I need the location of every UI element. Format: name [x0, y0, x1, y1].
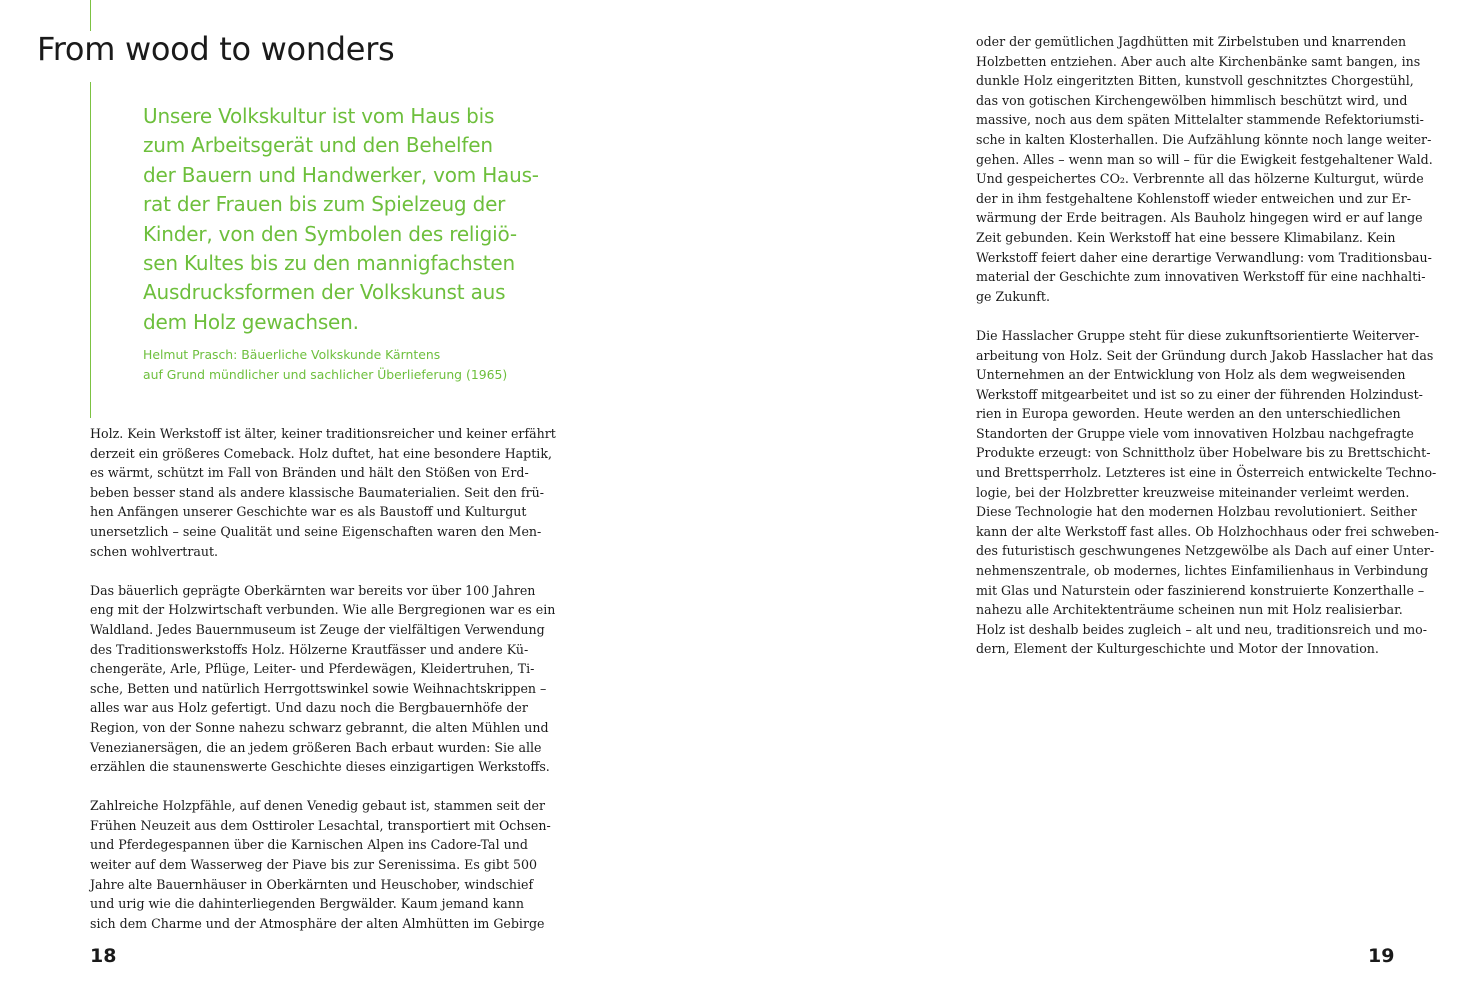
- body-line: derzeit ein größeres Comeback. Holz duftet, hat eine besondere Haptik,: [90, 445, 552, 461]
- page-number-right: 19: [1368, 945, 1395, 967]
- body-line: kann der alte Werkstoff fast alles. Ob Holzhochhaus oder frei schweben-: [976, 523, 1439, 539]
- page-number-left: 18: [90, 945, 117, 967]
- body-line: hen Anfängen unserer Geschichte war es als Baustoff und Kulturgut: [90, 504, 527, 520]
- body-line: Das bäuerlich geprägte Oberkärnten war bereits vor über 100 Jahren: [90, 582, 536, 598]
- body-line: Region, von der Sonne nahezu schwarz gebrannt, die alten Mühlen und: [90, 719, 549, 735]
- body-line: Zeit gebunden. Kein Werkstoff hat eine bessere Klimabilanz. Kein: [976, 229, 1396, 245]
- page-title: From wood to wonders: [37, 30, 395, 68]
- body-line: Holzbetten entziehen. Aber auch alte Kirchenbänke samt bangen, ins: [976, 53, 1421, 69]
- paragraph-gap: [976, 306, 1392, 326]
- quote-attribution-line: Helmut Prasch: Bäuerliche Volkskunde Kärntens: [143, 347, 441, 362]
- body-line: Zahlreiche Holzpfähle, auf denen Venedig gebaut ist, stammen seit der: [90, 798, 546, 814]
- body-line: Standorten der Gruppe viele vom innovativen Holzbau nachgefragte: [976, 425, 1414, 441]
- body-line: das von gotischen Kirchengewölben himmlisch beschützt wird, und: [976, 92, 1408, 108]
- body-line: dunkle Holz eingeritzten Bitten, kunstvoll geschnitztes Chorgestühl,: [976, 73, 1414, 89]
- quote-attribution: [143, 345, 523, 385]
- pull-quote-line: rat der Frauen bis zum Spielzeug der: [143, 192, 506, 217]
- body-line: eng mit der Holzwirtschaft verbunden. Wie alle Bergregionen war es ein: [90, 602, 556, 618]
- body-line: und Pferdegespannen über die Karnischen Alpen ins Cadore-Tal und: [90, 837, 528, 853]
- body-line: Die Hasslacher Gruppe steht für diese zukunftsorientierte Weiterver-: [976, 327, 1420, 343]
- body-line: massive, noch aus dem späten Mittelalter stammende Refektoriumsti-: [976, 112, 1424, 128]
- body-line: Produkte erzeugt: von Schnittholz über Hobelware bis zu Brettschicht-: [976, 445, 1431, 461]
- quote-attribution-line: auf Grund mündlicher und sachlicher Überlieferung (1965): [143, 367, 508, 382]
- body-line: alles war aus Holz gefertigt. Und dazu noch die Bergbauernhöfe der: [90, 700, 528, 716]
- body-line: Unternehmen an der Entwicklung von Holz als dem wegweisenden: [976, 367, 1406, 383]
- body-line: nehmenszentrale, ob modernes, lichtes Einfamilienhaus in Verbindung: [976, 563, 1429, 579]
- body-line: der in ihm festgehaltene Kohlenstoff wieder entweichen und zur Er-: [976, 190, 1411, 206]
- body-line: rien in Europa geworden. Heute werden an den unterschiedlichen: [976, 406, 1401, 422]
- body-line: Werkstoff mitgearbeitet und ist so zu einer der führenden Holzindust-: [976, 386, 1423, 402]
- left-body-column: [90, 424, 556, 933]
- body-line: oder der gemütlichen Jagdhütten mit Zirbelstuben und knarrenden: [976, 34, 1407, 49]
- body-paragraph: [90, 796, 551, 933]
- body-paragraph: [90, 424, 556, 561]
- pull-quote-line: Unsere Volkskultur ist vom Haus bis: [143, 104, 495, 128]
- body-line: Jahre alte Bauernhäuser in Oberkärnten und Heuschober, windschief: [90, 876, 534, 892]
- body-line: wärmung der Erde beitragen. Als Bauholz hingegen wird er auf lange: [976, 210, 1423, 226]
- right-body-column: [976, 32, 1439, 659]
- pull-quote-line: sen Kultes bis zu den mannigfachsten: [143, 251, 515, 276]
- body-line: dern, Element der Kulturgeschichte und Motor der Innovation.: [976, 641, 1379, 657]
- body-line: Diese Technologie hat den modernen Holzbau revolutioniert. Seither: [976, 504, 1417, 520]
- body-line: schen wohlvertraut.: [90, 543, 219, 559]
- body-line: es wärmt, schützt im Fall von Bränden und hält den Stößen von Erd-: [90, 465, 529, 481]
- body-line: des futuristisch geschwungenes Netzgewölbe als Dach auf einer Unter-: [976, 543, 1435, 559]
- pull-quote: [143, 102, 539, 337]
- body-paragraph: [976, 32, 1433, 306]
- body-line: chengeräte, Arle, Pflüge, Leiter- und Pferdewägen, Kleidertruhen, Ti-: [90, 661, 535, 677]
- pull-quote-line: Kinder, von den Symbolen des religiö-: [143, 221, 517, 246]
- pull-quote-line: dem Holz gewachsen.: [143, 309, 359, 334]
- body-line: unersetzlich – seine Qualität und seine Eigenschaften waren den Men-: [90, 523, 542, 539]
- body-paragraph: [90, 581, 556, 777]
- body-line: sche, Betten und natürlich Herrgottswinkel sowie Weihnachtskrippen –: [90, 680, 547, 696]
- pull-quote-line: zum Arbeitsgerät und den Behelfen: [143, 133, 493, 158]
- body-line: sche in kalten Klosterhallen. Die Aufzählung könnte noch lange weiter-: [976, 131, 1432, 147]
- body-line: Waldland. Jedes Bauernmuseum ist Zeuge der vielfältigen Verwendung: [90, 621, 545, 637]
- body-line: mit Glas und Naturstein oder faszinierend konstruierte Konzerthalle –: [976, 582, 1425, 598]
- body-line: weiter auf dem Wasserweg der Piave bis zur Serenissima. Es gibt 500: [90, 857, 538, 873]
- body-line: des Traditionswerkstoffs Holz. Hölzerne Krautfässer und andere Kü-: [90, 641, 529, 657]
- body-line: beben besser stand als andere klassische Baumaterialien. Seit den frü-: [90, 484, 544, 500]
- body-line: und urig wie die dahinterliegenden Bergwälder. Kaum jemand kann: [90, 896, 525, 912]
- paragraph-gap: [90, 561, 506, 581]
- body-line: ge Zukunft.: [976, 288, 1050, 304]
- body-line: Venezianersägen, die an jedem größeren Bach erbaut wurden: Sie alle: [90, 739, 542, 755]
- quote-accent-rule: [90, 82, 91, 418]
- body-line: sich dem Charme und der Atmosphäre der alten Almhütten im Gebirge: [90, 915, 545, 931]
- body-line: Frühen Neuzeit aus dem Osttiroler Lesachtal, transportiert mit Ochsen-: [90, 817, 551, 833]
- body-line: Holz ist deshalb beides zugleich – alt und neu, traditionsreich und mo-: [976, 621, 1428, 637]
- body-line: nahezu alle Architektenträume scheinen nun mit Holz realisierbar.: [976, 602, 1403, 618]
- body-line: und Brettsperrholz. Letzteres ist eine in Österreich entwickelte Techno-: [976, 465, 1437, 481]
- paragraph-gap: [90, 777, 506, 797]
- body-line: gehen. Alles – wenn man so will – für die Ewigkeit festgehaltener Wald.: [976, 151, 1433, 167]
- pull-quote-line: der Bauern und Handwerker, vom Haus-: [143, 162, 539, 187]
- top-accent-rule: [90, 0, 91, 31]
- body-line: material der Geschichte zum innovativen Werkstoff für eine nachhalti-: [976, 269, 1426, 285]
- body-line: Holz. Kein Werkstoff ist älter, keiner traditionsreicher und keiner erfährt: [90, 426, 556, 441]
- body-line: arbeitung von Holz. Seit der Gründung durch Jakob Hasslacher hat das: [976, 347, 1434, 363]
- body-line: erzählen die staunenswerte Geschichte dieses einzigartigen Werkstoffs.: [90, 759, 550, 775]
- pull-quote-line: Ausdrucksformen der Volkskunst aus: [143, 280, 506, 305]
- body-line: logie, bei der Holzbretter kreuzweise miteinander verleimt werden.: [976, 484, 1410, 500]
- body-line: Und gespeichertes CO₂. Verbrennte all das hölzerne Kulturgut, würde: [976, 171, 1424, 187]
- body-line: Werkstoff feiert daher eine derartige Verwandlung: vom Traditionsbau-: [976, 249, 1432, 265]
- body-paragraph: [976, 326, 1439, 659]
